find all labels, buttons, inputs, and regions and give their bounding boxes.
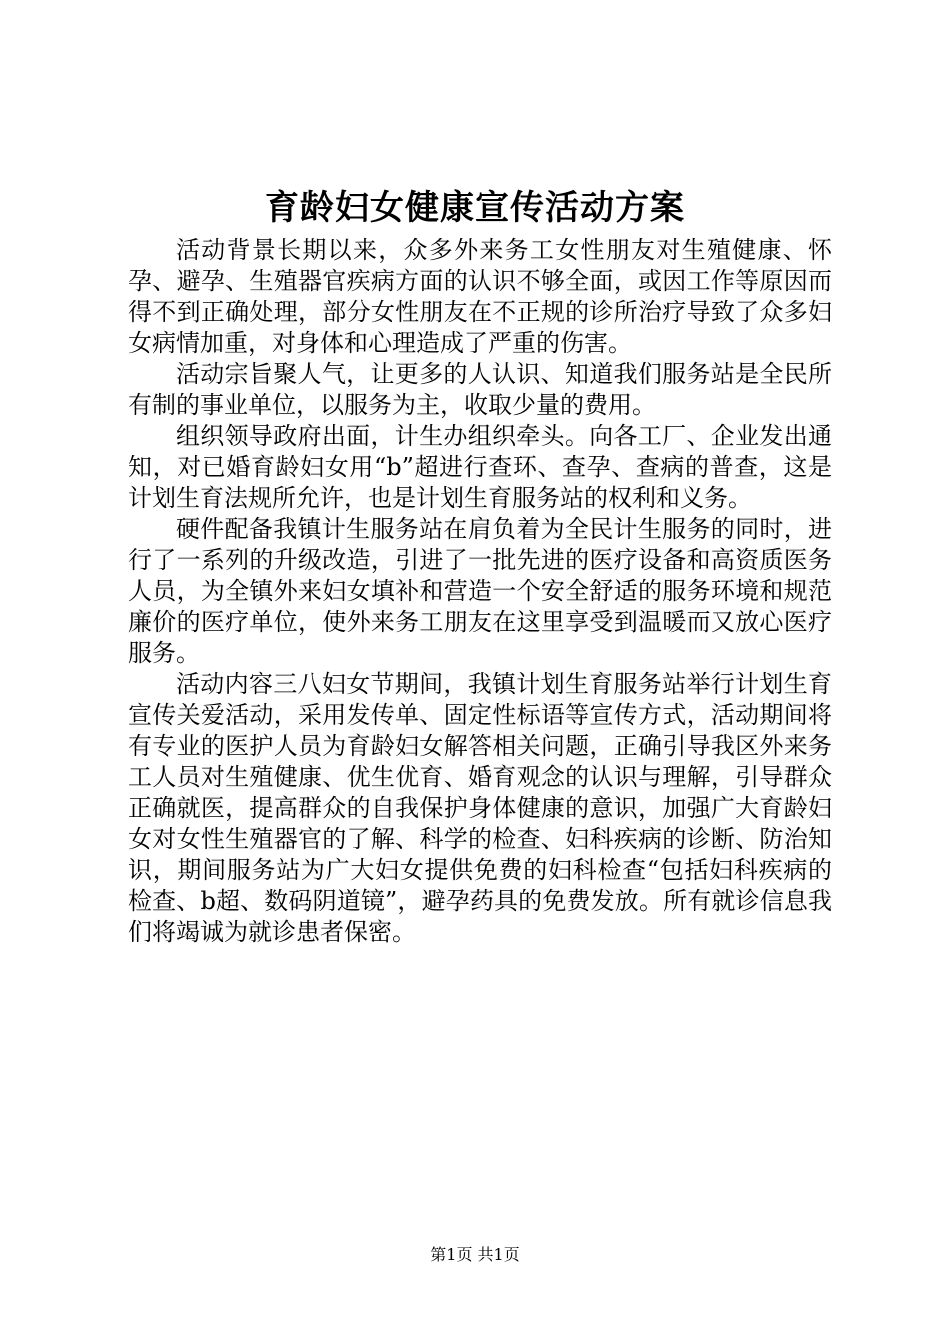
paragraph-background: 活动背景长期以来，众多外来务工女性朋友对生殖健康、怀孕、避孕、生殖器官疾病方面的认识不够全面，或因工作等原因而得不到正确处理，部分女性朋友在不正规的诊所治疗导致了众多妇女病情加重，对身体和心理造成了严重的伤害。 bbox=[128, 236, 832, 357]
paragraph-content: 活动内容三八妇女节期间，我镇计划生育服务站举行计划生育宣传关爱活动，采用发传单、固定性标语等宣传方式，活动期间将有专业的医护人员为育龄妇女解答相关问题，正确引导我区外来务工人员对生殖健康、优生优育、婚育观念的认识与理解，引导群众正确就医，提高群众的自我保护身体健康的意识，加强广大育龄妇女对女性生殖器官的了解、科学的检查、妇科疾病的诊断、防治知识，期间服务站为广大妇女提供免费的妇科检查“包括妇科疾病的检查、b超、数码阴道镜”，避孕药具的免费发放。所有就诊信息我们将竭诚为就诊患者保密。 bbox=[128, 670, 832, 946]
document-body bbox=[128, 235, 832, 948]
paragraph-purpose: 活动宗旨聚人气，让更多的人认识、知道我们服务站是全民所有制的事业单位，以服务为主，收取少量的费用。 bbox=[128, 360, 832, 419]
page-number-footer: 第1页 共1页 bbox=[430, 1245, 520, 1264]
document-title: 育龄妇女健康宣传活动方案 bbox=[265, 188, 685, 228]
paragraph-hardware: 硬件配备我镇计生服务站在肩负着为全民计生服务的同时，进行了一系列的升级改造，引进了一批先进的医疗设备和高资质医务人员，为全镇外来妇女填补和营造一个安全舒适的服务环境和规范廉价的医疗单位，使外来务工朋友在这里享受到温暖而又放心医疗服务。 bbox=[128, 515, 832, 667]
paragraph-organization: 组织领导政府出面，计生办组织牵头。向各工厂、企业发出通知，对已婚育龄妇女用“b”超进行查环、查孕、查病的普查，这是计划生育法规所允许，也是计划生育服务站的权利和义务。 bbox=[128, 422, 832, 512]
